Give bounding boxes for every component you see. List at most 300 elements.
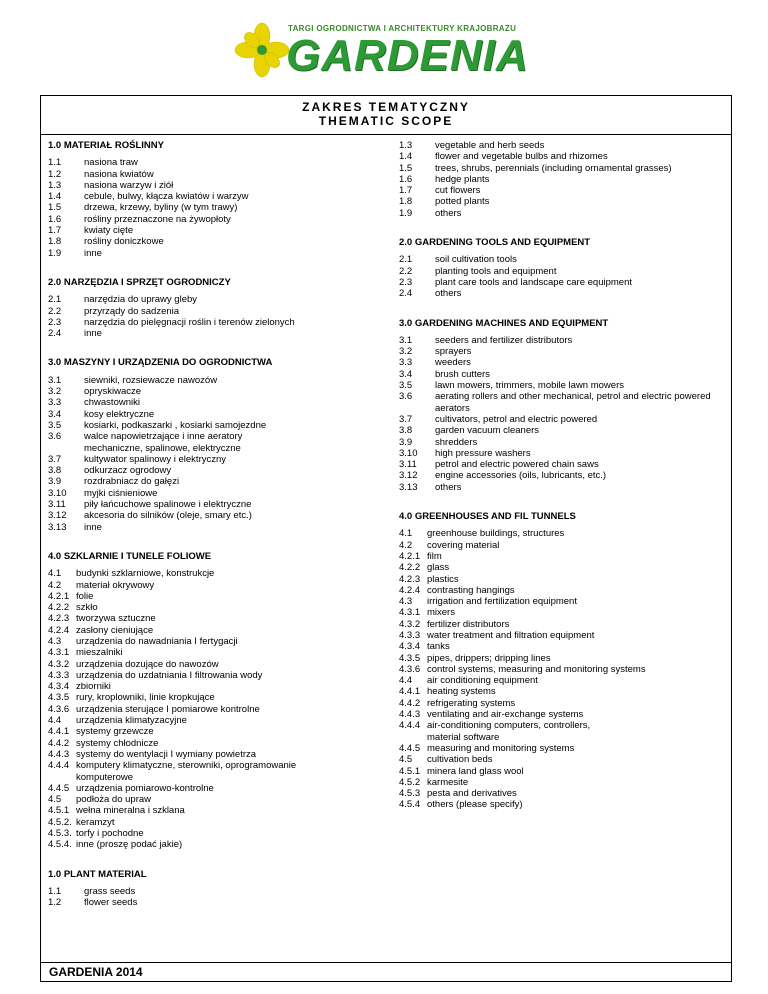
list-item <box>399 732 739 743</box>
list-item <box>399 140 739 151</box>
list-item <box>399 288 739 299</box>
list-item <box>48 817 348 828</box>
item-label: budynki szklarniowe, konstrukcje <box>76 568 215 580</box>
item-label: mechaniczne, spalinowe, elektryczne <box>84 442 241 454</box>
item-label: plastics <box>427 573 459 585</box>
gardenia-logo <box>232 18 532 78</box>
item-label: pipes, drippers; dripping lines <box>427 652 551 664</box>
item-number: 3.11 <box>48 499 66 511</box>
item-label: trees, shrubs, perennials (including ornamental grasses) <box>435 162 672 174</box>
item-number: 3.13 <box>399 481 418 493</box>
frame-left-border <box>40 95 41 980</box>
item-number: 3.3 <box>48 397 62 409</box>
list-item <box>48 431 348 442</box>
list-item <box>399 698 739 709</box>
item-label: systemy do wentylacji I wymiany powietrza <box>76 748 257 760</box>
item-label: mixers <box>427 607 455 619</box>
footer-text: GARDENIA 2014 <box>49 965 143 979</box>
list-item <box>399 630 739 641</box>
item-label: garden vacuum cleaners <box>435 425 540 437</box>
list-item <box>399 391 739 402</box>
item-label: control systems, measuring and monitoring systems <box>427 663 646 675</box>
item-number: 3.6 <box>399 391 413 403</box>
item-number: 3.8 <box>48 465 62 477</box>
footer-box <box>40 962 732 982</box>
list-item <box>399 277 739 288</box>
item-number: 3.12 <box>399 470 418 482</box>
list-item <box>399 675 739 686</box>
list-item <box>48 715 348 726</box>
item-number: 4.5.1 <box>399 765 421 777</box>
list-item <box>48 692 348 703</box>
item-label: air-conditioning computers, controllers, <box>427 720 591 732</box>
item-number: 4.5.1 <box>48 805 70 817</box>
item-label: glass <box>427 562 450 574</box>
item-label: contrasting hangings <box>427 584 515 596</box>
item-number: 2.1 <box>48 294 62 306</box>
item-label: karmesite <box>427 776 469 788</box>
item-number: 4.4.5 <box>399 742 421 754</box>
item-label: cultivation beds <box>427 754 493 766</box>
item-label: tanks <box>427 641 450 653</box>
item-label: water treatment and filtration equipment <box>427 629 595 641</box>
list-item <box>48 897 348 908</box>
item-label: rośliny przeznaczone na żywopłoty <box>84 213 231 225</box>
list-item <box>48 248 348 259</box>
item-label: urządzenia sterujące I pomiarowe kontrolne <box>76 703 260 715</box>
item-number: 3.11 <box>399 459 417 471</box>
item-number: 4.4.3 <box>48 748 70 760</box>
list-item <box>48 443 348 454</box>
item-number: 1.6 <box>399 173 413 185</box>
item-number: 4.4.3 <box>399 709 421 721</box>
list-item <box>48 828 348 839</box>
item-label: odkurzacz ogrodowy <box>84 465 172 477</box>
item-label: nasiona traw <box>84 157 138 169</box>
item-label: high pressure washers <box>435 447 531 459</box>
right-column <box>399 140 739 829</box>
list-item <box>48 591 348 602</box>
section <box>48 357 348 532</box>
list-item <box>399 720 739 731</box>
list-item <box>399 686 739 697</box>
flower-icon <box>232 22 292 78</box>
item-number: 3.3 <box>399 357 413 369</box>
item-label: przyrządy do sadzenia <box>84 305 180 317</box>
item-label: minera land glass wool <box>427 765 524 777</box>
item-label: film <box>427 550 442 562</box>
item-label: nasiona kwiatów <box>84 168 154 180</box>
item-number: 4.1 <box>48 568 62 580</box>
item-label: urządzenia do nawadniania I fertygacji <box>76 635 238 647</box>
item-number: 4.3.4 <box>399 641 421 653</box>
list-item <box>48 306 348 317</box>
item-number: 1.5 <box>48 202 62 214</box>
item-number: 1.9 <box>48 247 62 259</box>
item-number: 4.2.3 <box>399 573 421 585</box>
item-number: 1.7 <box>399 185 413 197</box>
list-item <box>399 266 739 277</box>
list-item <box>48 157 348 168</box>
item-number: 4.5 <box>48 794 62 806</box>
item-number: 3.12 <box>48 510 67 522</box>
list-item <box>48 602 348 613</box>
list-item <box>399 482 739 493</box>
item-number: 4.2.2 <box>48 602 70 614</box>
section-title: 2.0 NARZĘDZIA I SPRZĘT OGRODNICZY <box>48 276 231 288</box>
item-number: 2.4 <box>399 288 413 300</box>
item-number: 4.3.1 <box>399 607 421 619</box>
title-box <box>40 95 732 135</box>
section <box>48 869 348 909</box>
item-number: 3.4 <box>48 408 62 420</box>
item-label: heating systems <box>427 686 496 698</box>
section-title: 1.0 PLANT MATERIAL <box>48 868 147 880</box>
item-number: 4.3.2 <box>399 618 421 630</box>
item-number: 4.4.4 <box>48 760 70 772</box>
item-label: urządzenia pomiarowo-kontrolne <box>76 782 214 794</box>
list-item <box>399 777 739 788</box>
item-number <box>399 403 435 414</box>
item-number: 3.5 <box>399 380 413 392</box>
item-number: 4.1 <box>399 528 413 540</box>
item-label: folie <box>76 590 94 602</box>
list-item <box>399 163 739 174</box>
item-number: 3.8 <box>399 425 413 437</box>
item-number: 4.3.3 <box>48 669 70 681</box>
list-item <box>48 772 348 783</box>
list-item <box>48 659 348 670</box>
section <box>48 551 348 851</box>
item-number: 4.5.4. <box>48 839 72 851</box>
item-label: flower and vegetable bulbs and rhizomes <box>435 151 608 163</box>
item-label: hedge plants <box>435 173 490 185</box>
item-label: kultywator spalinowy i elektryczny <box>84 453 227 465</box>
title-english: THEMATIC SCOPE <box>318 114 454 128</box>
item-number: 4.5.2 <box>399 776 421 788</box>
list-item <box>399 357 739 368</box>
item-number: 4.4.2 <box>48 737 70 749</box>
list-item <box>48 328 348 339</box>
item-number: 4.2.3 <box>48 613 70 625</box>
item-number: 3.1 <box>48 374 62 386</box>
list-item <box>399 470 739 481</box>
item-label: measuring and monitoring systems <box>427 742 575 754</box>
section <box>399 511 739 811</box>
list-item <box>48 647 348 658</box>
item-label: kwiaty cięte <box>84 225 134 237</box>
item-label: komputerowe <box>76 771 134 783</box>
item-number: 3.1 <box>399 334 413 346</box>
item-number: 4.4.1 <box>399 686 421 698</box>
item-number: 1.4 <box>48 191 62 203</box>
item-number: 3.9 <box>48 476 62 488</box>
item-number: 3.4 <box>399 368 413 380</box>
item-label: brush cutters <box>435 368 490 380</box>
list-item <box>48 613 348 624</box>
logo-brand: GARDENIA <box>286 31 529 80</box>
list-item <box>399 437 739 448</box>
list-item <box>48 236 348 247</box>
section-title: 3.0 GARDENING MACHINES AND EQUIPMENT <box>399 317 609 329</box>
item-number: 2.1 <box>399 254 413 266</box>
list-item <box>399 743 739 754</box>
item-label: others <box>435 288 462 300</box>
section <box>399 140 739 219</box>
list-item <box>48 214 348 225</box>
item-label: aerating rollers and other mechanical, petrol and electric powered <box>435 391 711 403</box>
item-number: 3.13 <box>48 521 67 533</box>
list-item <box>399 185 739 196</box>
item-label: irrigation and fertilization equipment <box>427 596 577 608</box>
list-item <box>48 499 348 510</box>
logo-tagline: TARGI OGRODNICTWA I ARCHITEKTURY KRAJOBRAZU <box>288 24 517 33</box>
item-label: nasiona warzyw i ziół <box>84 179 174 191</box>
list-item <box>399 574 739 585</box>
list-item <box>48 794 348 805</box>
list-item <box>48 409 348 420</box>
list-item <box>399 788 739 799</box>
list-item <box>399 254 739 265</box>
list-item <box>48 760 348 771</box>
item-number: 4.4.5 <box>48 782 70 794</box>
item-label: narzędzia do pielęgnacji roślin i terenów zielonych <box>84 316 295 328</box>
item-label: cut flowers <box>435 185 481 197</box>
item-label: refrigerating systems <box>427 697 516 709</box>
section-title: 2.0 GARDENING TOOLS AND EQUIPMENT <box>399 237 591 249</box>
item-label: shredders <box>435 436 478 448</box>
item-label: planting tools and equipment <box>435 265 557 277</box>
item-label: plant care tools and landscape care equipment <box>435 276 632 288</box>
item-number <box>48 443 84 454</box>
item-label: walce napowietrzające i inne aeratory <box>84 431 243 443</box>
item-label: petrol and electric powered chain saws <box>435 459 599 471</box>
item-label: torfy i pochodne <box>76 828 144 840</box>
item-label: opryskiwacze <box>84 386 142 398</box>
list-item <box>48 805 348 816</box>
item-label: greenhouse buildings, structures <box>427 528 565 540</box>
item-number: 4.5 <box>399 754 413 766</box>
list-item <box>48 488 348 499</box>
item-label: tworzywa sztuczne <box>76 613 156 625</box>
section <box>399 318 739 493</box>
item-label: rury, kroplowniki, linie kropkujące <box>76 692 215 704</box>
list-item <box>48 191 348 202</box>
item-number: 1.6 <box>48 213 62 225</box>
item-number: 4.5.3 <box>399 788 421 800</box>
item-number: 1.3 <box>48 179 62 191</box>
item-label: urządzenia klimatyzacyjne <box>76 715 187 727</box>
item-label: keramzyt <box>76 816 115 828</box>
list-item <box>48 420 348 431</box>
list-item <box>399 540 739 551</box>
section <box>48 140 348 259</box>
item-number: 1.3 <box>399 140 413 151</box>
item-label: soil cultivation tools <box>435 254 517 266</box>
item-label: systemy grzewcze <box>76 726 154 738</box>
list-item <box>399 448 739 459</box>
item-number: 4.2.4 <box>48 624 70 636</box>
list-item <box>48 636 348 647</box>
item-number: 4.4.1 <box>48 726 70 738</box>
item-number: 4.3 <box>48 635 62 647</box>
item-label: cultivators, petrol and electric powered <box>435 413 598 425</box>
item-label: engine accessories (oils, lubricants, etc.) <box>435 470 607 482</box>
list-item <box>48 317 348 328</box>
item-number: 4.3.2 <box>48 658 70 670</box>
list-item <box>48 202 348 213</box>
list-item <box>399 653 739 664</box>
list-item <box>399 403 739 414</box>
list-item <box>48 886 348 897</box>
list-item <box>48 454 348 465</box>
item-number: 1.8 <box>48 236 62 248</box>
list-item <box>48 294 348 305</box>
item-number: 2.2 <box>399 265 413 277</box>
list-item <box>48 568 348 579</box>
list-item <box>399 174 739 185</box>
item-number: 4.2.4 <box>399 584 421 596</box>
item-number: 4.3.4 <box>48 681 70 693</box>
item-number <box>399 732 427 743</box>
section-title: 4.0 GREENHOUSES AND FIL TUNNELS <box>399 511 576 523</box>
list-item <box>399 641 739 652</box>
item-number: 4.5.4 <box>399 799 421 811</box>
item-number: 1.2 <box>48 897 62 909</box>
list-item <box>48 375 348 386</box>
item-number: 3.9 <box>399 436 413 448</box>
item-number: 4.4.2 <box>399 697 421 709</box>
list-item <box>48 180 348 191</box>
item-number: 2.3 <box>48 316 62 328</box>
item-number: 4.3.6 <box>399 663 421 675</box>
item-label: materiał okrywowy <box>76 579 155 591</box>
section <box>399 237 739 299</box>
list-item <box>48 169 348 180</box>
list-item <box>399 208 739 219</box>
item-label: inne <box>84 328 102 340</box>
list-item <box>48 738 348 749</box>
list-item <box>399 380 739 391</box>
item-label: urządzenia dozujące do nawozów <box>76 658 219 670</box>
item-label: inne <box>84 247 102 259</box>
item-label: podłoża do upraw <box>76 794 151 806</box>
item-number: 4.3.1 <box>48 647 70 659</box>
list-item <box>48 749 348 760</box>
item-label: piły łańcuchowe spalinowe i elektryczne <box>84 499 252 511</box>
item-number: 3.7 <box>399 413 413 425</box>
item-number: 3.2 <box>399 346 413 358</box>
item-label: myjki ciśnieniowe <box>84 487 158 499</box>
item-label: wełna mineralna i szklana <box>76 805 185 817</box>
list-item <box>399 709 739 720</box>
item-label: inne <box>84 521 102 533</box>
item-number: 1.1 <box>48 885 62 897</box>
item-label: chwastowniki <box>84 397 140 409</box>
item-label: lawn mowers, trimmers, mobile lawn mowers <box>435 380 624 392</box>
item-label: seeders and fertilizer distributors <box>435 334 573 346</box>
item-label: mieszalniki <box>76 647 123 659</box>
item-number: 1.8 <box>399 196 413 208</box>
section-title: 4.0 SZKLARNIE I TUNELE FOLIOWE <box>48 550 212 562</box>
item-label: pesta and derivatives <box>427 788 517 800</box>
list-item <box>399 551 739 562</box>
item-label: air conditioning equipment <box>427 675 538 687</box>
item-label: akcesoria do silników (oleje, smary etc.) <box>84 510 252 522</box>
list-item <box>48 386 348 397</box>
item-number: 2.3 <box>399 276 413 288</box>
item-number: 4.4 <box>48 715 62 727</box>
item-number: 2.4 <box>48 328 62 340</box>
item-number: 4.3.6 <box>48 703 70 715</box>
item-label: cebule, bulwy, kłącza kwiatów i warzyw <box>84 191 249 203</box>
item-label: potted plants <box>435 196 490 208</box>
item-label: zbiorniki <box>76 681 111 693</box>
item-label: covering material <box>427 539 500 551</box>
list-item <box>399 562 739 573</box>
list-item <box>48 681 348 692</box>
item-number: 4.5.3. <box>48 828 72 840</box>
item-label: zasłony cieniujące <box>76 624 154 636</box>
item-number: 1.1 <box>48 157 62 169</box>
list-item <box>399 528 739 539</box>
list-item <box>48 522 348 533</box>
item-number <box>48 772 76 783</box>
title-polish: ZAKRES TEMATYCZNY <box>302 100 470 114</box>
item-label: rozdrabniacz do gałęzi <box>84 476 180 488</box>
item-number: 3.2 <box>48 386 62 398</box>
list-item <box>399 664 739 675</box>
item-label: kosiarki, podkaszarki , kosiarki samojezdne <box>84 419 267 431</box>
item-label: rośliny doniczkowe <box>84 236 164 248</box>
list-item <box>399 596 739 607</box>
item-label: systemy chłodnicze <box>76 737 159 749</box>
item-number: 3.10 <box>399 447 418 459</box>
item-number: 4.2.2 <box>399 562 421 574</box>
item-number: 4.2 <box>399 539 413 551</box>
section-title: 1.0 MATERIAŁ ROŚLINNY <box>48 140 164 151</box>
item-number: 4.2 <box>48 579 62 591</box>
item-number: 4.5.2. <box>48 816 72 828</box>
item-number: 4.3 <box>399 596 413 608</box>
list-item <box>399 585 739 596</box>
item-label: flower seeds <box>84 897 138 909</box>
item-number: 4.3.3 <box>399 629 421 641</box>
item-number: 2.2 <box>48 305 62 317</box>
item-label: material software <box>427 731 500 743</box>
list-item <box>48 580 348 591</box>
list-item <box>399 196 739 207</box>
list-item <box>48 476 348 487</box>
item-number: 4.3.5 <box>399 652 421 664</box>
item-number: 4.4.4 <box>399 720 421 732</box>
item-label: komputery klimatyczne, sterowniki, oprogramowanie <box>76 760 297 772</box>
list-item <box>399 425 739 436</box>
list-item <box>48 839 348 850</box>
item-label: others (please specify) <box>427 799 523 811</box>
item-number: 4.2.1 <box>48 590 70 602</box>
item-number: 4.4 <box>399 675 413 687</box>
item-label: others <box>435 207 462 219</box>
list-item <box>48 726 348 737</box>
list-item <box>48 704 348 715</box>
item-label: inne (proszę podać jakie) <box>76 839 183 851</box>
list-item <box>399 369 739 380</box>
list-item <box>48 783 348 794</box>
item-number: 3.5 <box>48 419 62 431</box>
list-item <box>48 225 348 236</box>
list-item <box>399 335 739 346</box>
